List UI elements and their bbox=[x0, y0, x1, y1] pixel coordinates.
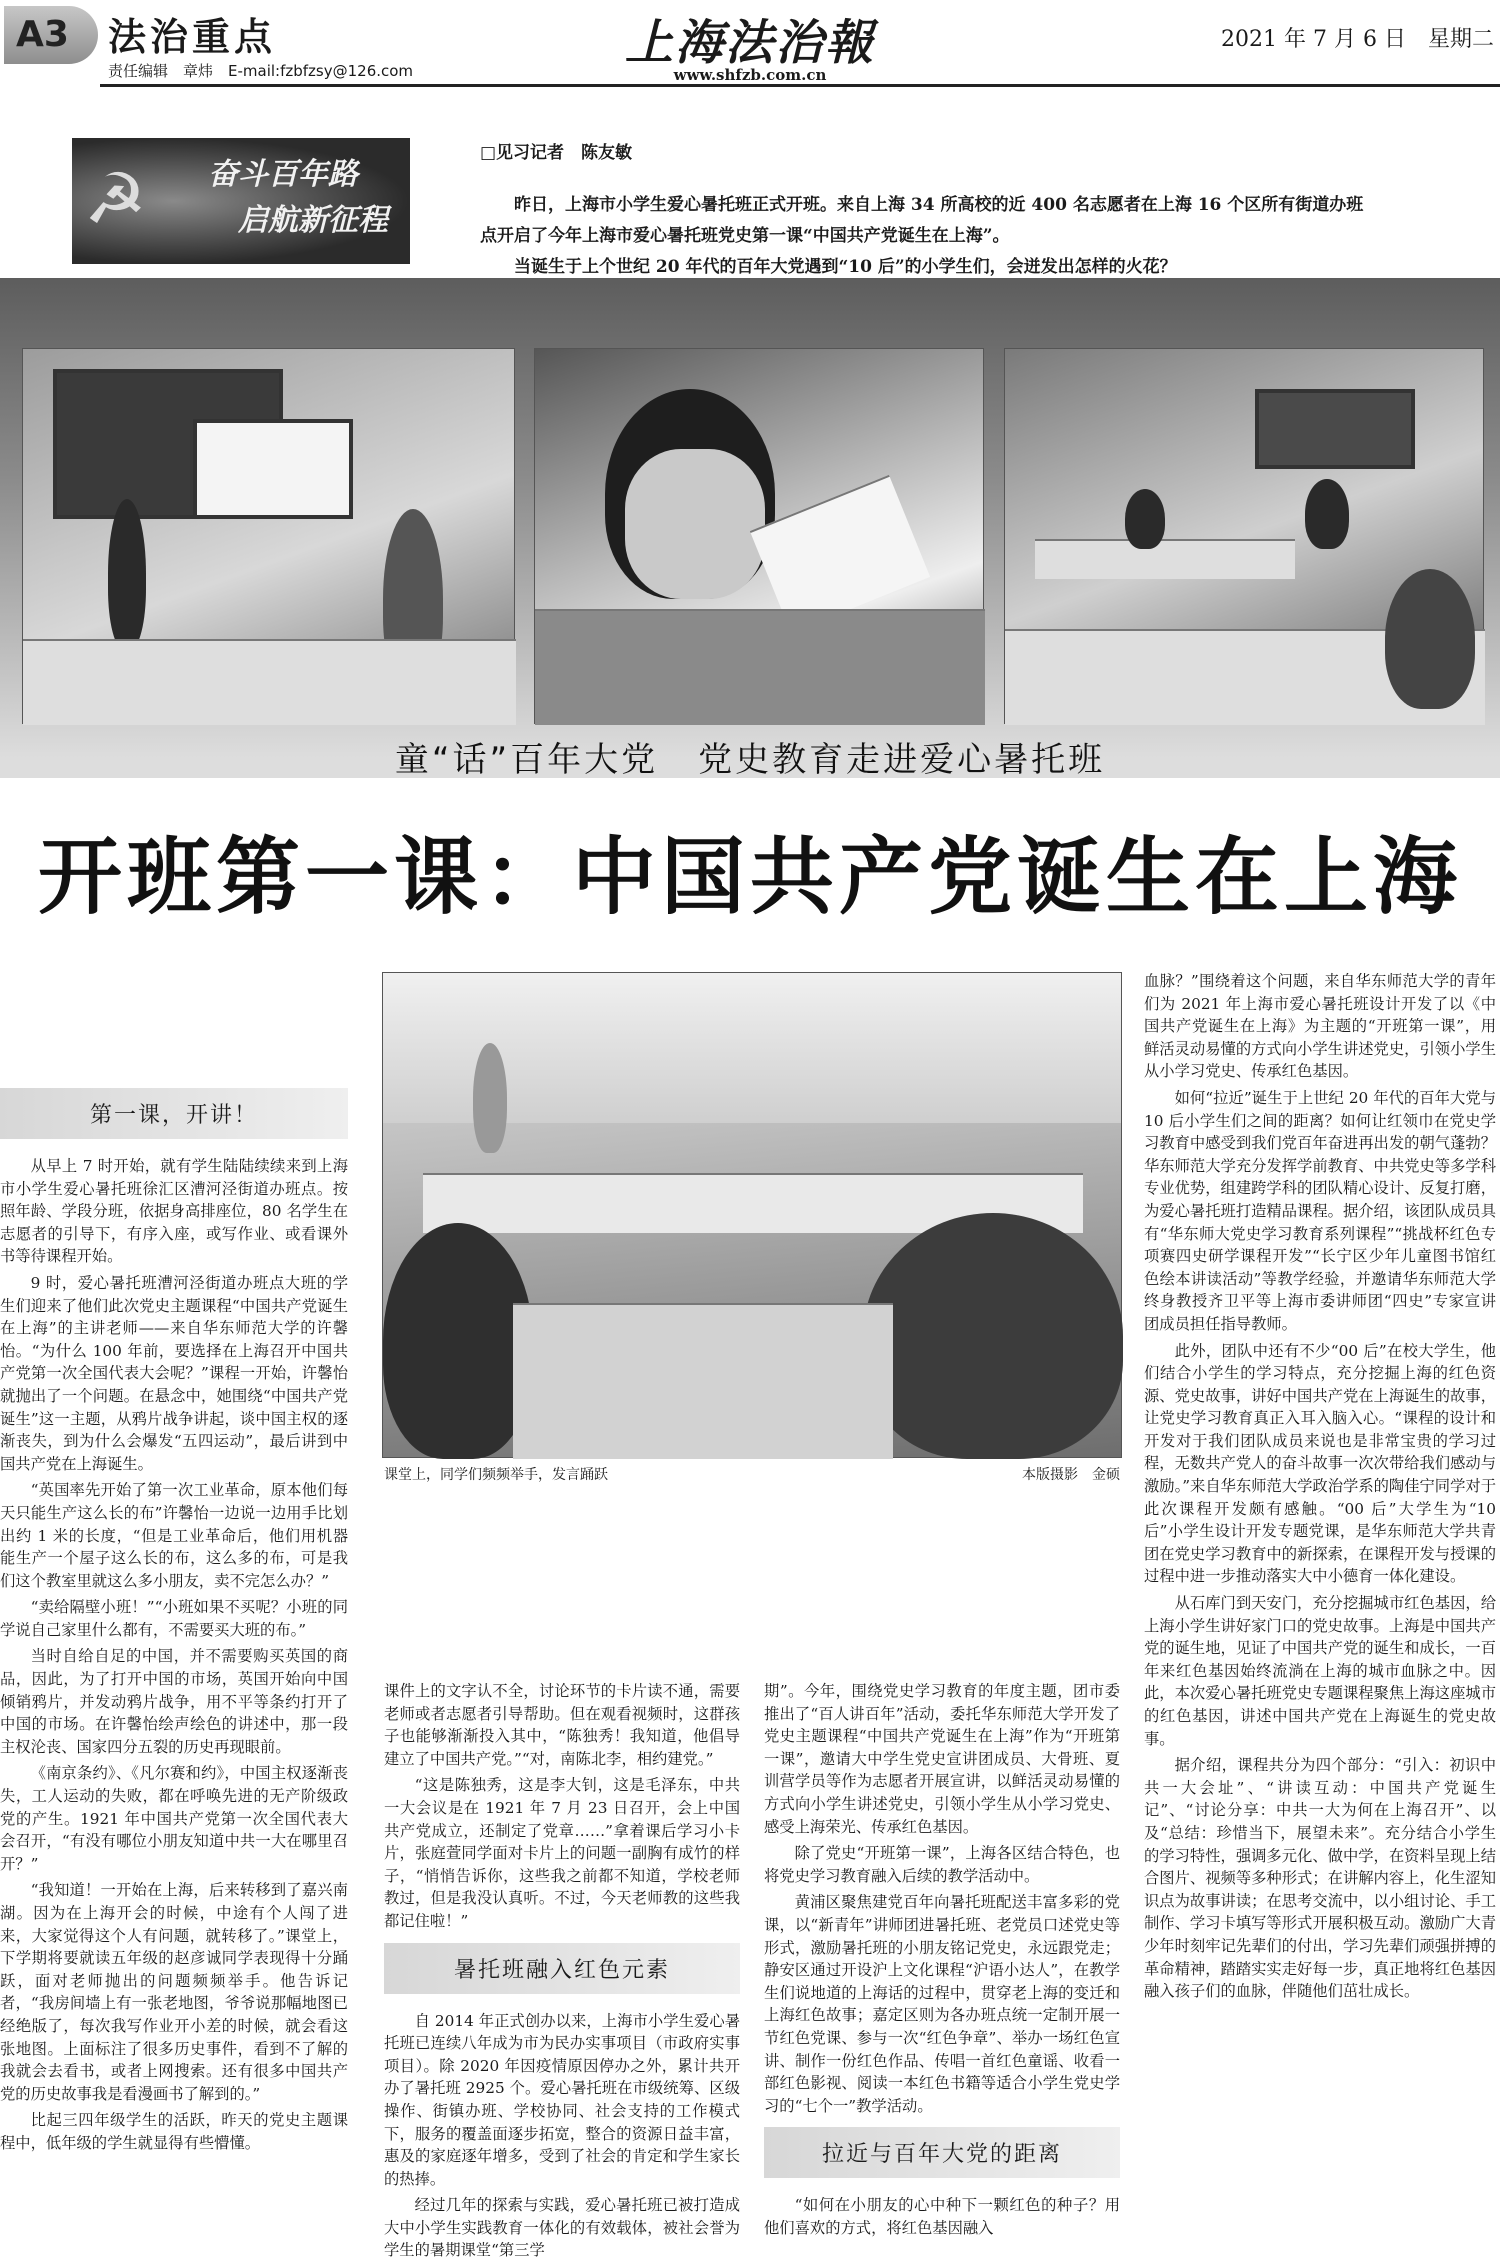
body-paragraph: 从石库门到天安门，充分挖掘城市红色基因，给上海小学生讲好家门口的党史故事。上海是中国共产党的诞生地，见证了中国共产党的诞生和成长，一百年来红色基因始终流淌在上海的城市血脉之中。因此，本次爱心暑托班党史专题课程聚焦上海这座城市的红色基因，讲述中国共产党在上海诞生的党史故事。 bbox=[1144, 1594, 1496, 1748]
subhead-closer: 拉近与百年大党的距离 bbox=[764, 2127, 1120, 2178]
reporter-byline: □见习记者 陈友敏 bbox=[480, 143, 633, 163]
subhead-first-class: 第一课，开讲！ bbox=[0, 1088, 348, 1139]
newspaper-logo: 上海法治報 bbox=[624, 15, 875, 71]
body-paragraph: “如何在小朋友的心中种下一颗红色的种子？用他们喜欢的方式，将红色基因融入 bbox=[764, 2196, 1120, 2237]
body-paragraph: 如何“拉近”诞生于上世纪 20 年代的百年大党与 10 后小学生们之间的距离？如何让红领巾在党史学习教育中感受到我们党百年奋进再出发的朝气蓬勃？华东师范大学充分发挥学前教育、中共党史等多学科专业优势，组建跨学科的团队精心设计、反复打磨，为爱心暑托班打造精品课程。据介绍，该团队成员具有“华东师大党史学习教育系列课程”“挑战杯红色专项赛四史研学课程开发”“长宁区少年儿童图书馆红色绘本讲读活动”等教学经验，并邀请华东师范大学终身教授齐卫平等上海市委讲师团“四史”专家宣讲团成员担任指导教师。 bbox=[1144, 1088, 1496, 1333]
page-number-tab bbox=[4, 6, 98, 64]
section-title: 法治重点 bbox=[108, 15, 277, 59]
subhead-red-elements: 暑托班融入红色元素 bbox=[384, 1943, 740, 1994]
body-paragraph: 《南京条约》、《凡尔赛和约》，中国主权逐渐丧失，工人运动的失败，都在呼唤先进的无产阶级政党的产生。1921 年中国共产党第一次全国代表大会召开，“有没有哪位小朋友知道中共一大在哪里召开？” bbox=[0, 1764, 348, 1873]
editor-info: 责任编辑 章炜 E-mail:fzbfzsy@126.com bbox=[108, 62, 414, 80]
subtitle-part: 党史教育走进爱心暑托班 bbox=[698, 740, 1106, 780]
caption-text: 课堂上，同学们频频举手，发言踊跃 bbox=[384, 1467, 608, 1483]
article-subtitle bbox=[0, 732, 1500, 781]
photo-credit: 本版摄影 金硕 bbox=[1022, 1467, 1120, 1483]
party-emblem-icon: ☭ bbox=[84, 158, 147, 240]
lead-paragraph: 当诞生于上个世纪 20 年代的百年大党遇到“10 后”的小学生们，会迸发出怎样的火花？ bbox=[514, 257, 1177, 277]
class-discussion-photo bbox=[382, 972, 1122, 1458]
body-paragraph: 此外，团队中还有不少“00 后”在校大学生，他们结合小学生的学习特点，充分挖掘上海的红色资源、党史故事，讲好中国共产党在上海诞生的故事，让党史学习教育真正入耳入脑入心。“课程的设计和开发对于我们团队成员来说也是非常宝贵的学习过程，无数共产党人的奋斗故事一次次带给我们感动与激励。”来自华东师范大学政治学系的陶佳宁同学对于此次课程开发颇有感触。“00 后”大学生为“10 后”小学生设计开发专题党课，是华东师范大学共青团在党史学习教育中的新探索，在课程开发与授课的过程中进一步推动落实大中小德育一体化建设。 bbox=[1144, 1341, 1496, 1586]
body-paragraph: “我知道！一开始在上海，后来转移到了嘉兴南湖。因为在上海开会的时候，中途有个人闯了进来，大家觉得这个人有问题，就转移了。”课堂上，下学期将要就读五年级的赵彦诚同学表现得十分踊跃，面对老师抛出的问题频频举手。他告诉记者，“我房间墙上有一张老地图，爷爷说那幅地图已经绝版了，每次我写作业开小差的时候，就会看这张地图。上面标注了很多历史事件，看到不了解的我就会去看书，或者上网搜索。还有很多中国共产党的历史故事我是看漫画书了解到的。” bbox=[0, 1881, 348, 2103]
article-column-3 bbox=[764, 1680, 1120, 2243]
page-number: A3 bbox=[16, 14, 69, 55]
article-lead bbox=[480, 190, 1380, 283]
banner-slogan-line: 奋斗百年路 bbox=[208, 157, 358, 192]
banner-slogan-line: 启航新征程 bbox=[238, 203, 388, 238]
subtitle-part: 童“话”百年大党 bbox=[394, 740, 659, 780]
classroom-photo-blackboard bbox=[22, 348, 515, 724]
body-paragraph: “这是陈独秀，这是李大钊，这是毛泽东，中共一大会议是在 1921 年 7 月 23 日召开，会上中国共产党成立，还制定了党章……”拿着课后学习小卡片，张庭萱同学面对卡片上的问题一副胸有成竹的样子，“悄悄告诉你，这些我之前都不知道，学校老师教过，但是我没认真听。不过，今天老师教的这些我都记住啦！” bbox=[384, 1776, 740, 1930]
website-link[interactable]: www.shfzb.com.cn bbox=[673, 66, 827, 84]
banner-slogan bbox=[208, 152, 388, 244]
body-paragraph: 期”。今年，围绕党史学习教育的年度主题，团市委推出了“百人讲百年”活动，委托华东师范大学开发了党史主题课程“中国共产党诞生在上海”作为“开班第一课”，邀请大中学生党史宣讲团成员、大骨班、夏训营学员等作为志愿者开展宣讲，以鲜活灵动易懂的方式向小学生讲述党史，引领小学生从小学习党史、感受上海荣光、传承红色基因。 bbox=[764, 1682, 1120, 1836]
body-paragraph: 从早上 7 时开始，就有学生陆陆续续来到上海市小学生爱心暑托班徐汇区漕河泾街道办班点。按照年龄、学段分班，依据身高排座位，80 名学生在志愿者的引导下，有序入座，或写作业、或看课外书等待课程开始。 bbox=[0, 1157, 348, 1266]
body-paragraph: 据介绍，课程共分为四个部分：“引入：初识中共一大会址”、“讲读互动：中国共产党诞生记”、“讨论分享：中共一大为何在上海召开”、以及“总结：珍惜当下，展望未来”。充分结合小学生的学习特性，强调多元化、做中学，在资料呈现上结合图片、视频等多种形式；在讲解内容上，化生涩知识点为故事讲读；在思考交流中，以小组讨论、手工制作、学习卡填写等形式开展积极互动。激励广大青少年时刻牢记先辈们的付出，学习先辈们顽强拼搏的革命精神，踏踏实实走好每一步，真正地将红色基因融入孩子们的血脉，伴随他们茁壮成长。 bbox=[1144, 1756, 1496, 2001]
lead-paragraph: 昨日，上海市小学生爱心暑托班正式开班。来自上海 34 所高校的近 400 名志愿者在上海 16 个区所有街道办班点开启了今年上海市爱心暑托班党史第一课“中国共产党诞生在上海”。 bbox=[480, 195, 1364, 246]
centenary-banner bbox=[72, 138, 410, 264]
body-paragraph: 比起三四年级学生的活跃，昨天的党史主题课程中，低年级的学生就显得有些懵懂。 bbox=[0, 2111, 348, 2152]
body-paragraph: “英国率先开始了第一次工业革命，原本他们每天只能生产这么长的布”许馨怡一边说一边用手比划出约 1 米的长度，“但是工业革命后，他们用机器能生产一个屋子这么长的布，这么多的布，可是我们这个教室里就这么多小朋友，卖不完怎么办？” bbox=[0, 1481, 348, 1590]
body-paragraph: 血脉？”围绕着这个问题，来自华东师范大学的青年们为 2021 年上海市爱心暑托班设计开发了以《中国共产党诞生在上海》为主题的“开班第一课”，用鲜活灵动易懂的方式向小学生讲述党史，引领小学生从小学习党史、传承红色基因。 bbox=[1144, 972, 1496, 1081]
body-paragraph: “卖给隔壁小班！”“小班如果不买呢？小班的同学说自己家里什么都有，不需要买大班的布。” bbox=[0, 1598, 348, 1639]
article-column-2 bbox=[384, 1680, 740, 2266]
masthead-divider bbox=[100, 84, 1500, 87]
body-paragraph: 课件上的文字认不全，讨论环节的卡片读不通，需要老师或者志愿者引导帮助。但在观看视频时，这群孩子也能够渐渐投入其中，“陈独秀！我知道，他倡导建立了中国共产党。”“对，南陈北李，相约建党。” bbox=[384, 1682, 740, 1768]
article-column-4 bbox=[1144, 970, 1496, 2007]
issue-date: 2021 年 7 月 6 日 星期二 bbox=[1221, 27, 1494, 52]
body-paragraph: 9 时，爱心暑托班漕河泾街道办班点大班的学生们迎来了他们此次党史主题课程“中国共产党诞生在上海”的主讲老师——来自华东师范大学的许馨怡。“为什么 100 年前，要选择在上海召开中国共产党第一次全国代表大会呢？”课程一开始，许馨怡就抛出了一个问题。在悬念中，她围绕“中国共产党诞生”这一主题，从鸦片战争讲起，谈中国主权的逐渐丧失，到为什么会爆发“五四运动”，最后讲到中国共产党在上海诞生。 bbox=[0, 1273, 348, 1473]
student-reading-photo bbox=[534, 348, 984, 724]
body-paragraph: 黄浦区聚焦建党百年向暑托班配送丰富多彩的党课，以“新青年”讲师团进暑托班、老党员口述党史等形式，激励暑托班的小朋友铭记党史，永远跟党走；静安区通过开设沪上文化课程“沪语小达人”，在教学生们说地道的上海话的过程中，贯穿老上海的变迁和上海红色故事；嘉定区则为各办班点统一定制开展一节红色党课、参与一次“红色争章”、举办一场红色宣讲、制作一份红色作品、传唱一首红色童谣、收看一部红色影视、阅读一本红色书籍等适合小学生党史学习的“七个一”教学活动。 bbox=[764, 1893, 1120, 2115]
article-column-1 bbox=[0, 1088, 348, 2159]
photo-caption bbox=[384, 1464, 1120, 1484]
article-headline: 开班第一课：中国共产党诞生在上海 bbox=[37, 828, 1462, 926]
body-paragraph: 自 2014 年正式创办以来，上海市小学生爱心暑托班已连续八年成为市为民办实事项目（市政府实事项目）。除 2020 年因疫情原因停办之外，累计共开办了暑托班 2925 个。爱心暑托班在市级统筹、区级操作、街镇办班、学校协同、社会支持的工作模式下，服务的覆盖面逐步拓宽，整合的资源日益丰富，惠及的家庭逐年增多，受到了社会的肯定和学生家长的热捧。 bbox=[384, 2011, 740, 2188]
classroom-photo-students bbox=[1004, 348, 1484, 724]
body-paragraph: 经过几年的探索与实践，爱心暑托班已被打造成大中小学生实践教育一体化的有效载体，被社会誉为学生的暑期课堂“第三学 bbox=[384, 2196, 740, 2260]
body-paragraph: 除了党史“开班第一课”，上海各区结合特色，也将党史学习教育融入后续的教学活动中。 bbox=[764, 1844, 1120, 1885]
body-paragraph: 当时自给自足的中国，并不需要购买英国的商品，因此，为了打开中国的市场，英国开始向中国倾销鸦片，并发动鸦片战争，用不平等条约打开了中国的市场。在许馨怡绘声绘色的讲述中，那一段主权沦丧、国家四分五裂的历史再现眼前。 bbox=[0, 1647, 348, 1756]
